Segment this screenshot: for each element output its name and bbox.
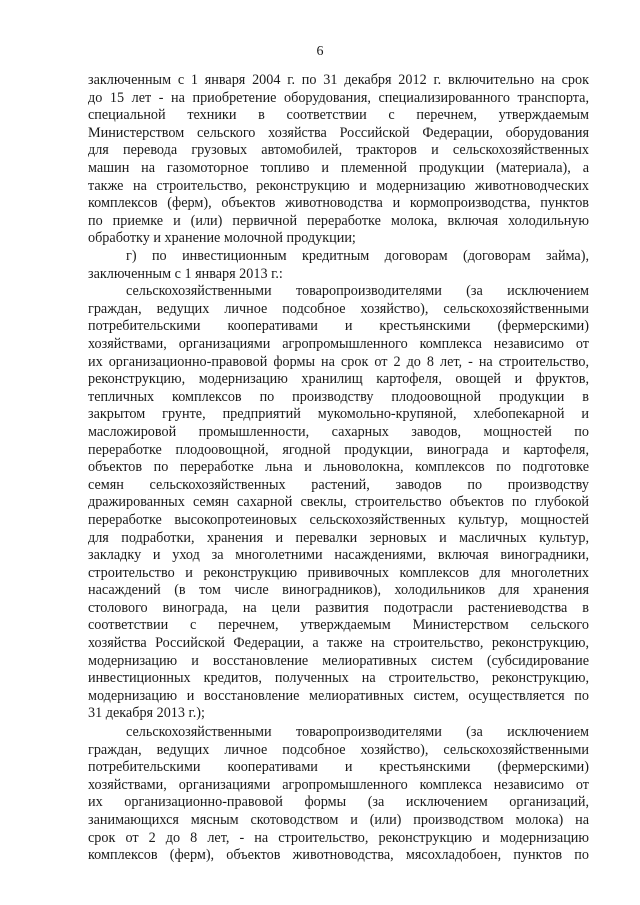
text-line: машин на газомоторное топливо и племенной продукции (материала), а bbox=[88, 159, 589, 176]
text-line: потребительскими кооперативами и крестьянскими (фермерскими) bbox=[88, 318, 589, 335]
text-line: заключенным с 1 января 2013 г.: bbox=[88, 265, 283, 282]
text-line: сельскохозяйственными товаропроизводителями (за исключением bbox=[126, 724, 589, 740]
text-line: комплексов (ферм), объектов животноводства и кормопроизводства, пунктов bbox=[88, 195, 589, 212]
paragraph-continuation bbox=[88, 72, 589, 248]
text-line: тепличных комплексов по производству плодоовощной продукции в bbox=[88, 388, 589, 405]
text-line: объектов по переработке льна и льноволокна, комплексов по подготовке bbox=[88, 459, 589, 476]
text-line: специальной техники в соответствии с перечнем, утверждаемым bbox=[88, 107, 589, 124]
text-line: семян сельскохозяйственных растений, заводов по производству bbox=[88, 476, 589, 493]
page-number: 6 bbox=[316, 44, 324, 59]
text-line: хозяйствами, организациями агропромышленного комплекса независимо от bbox=[88, 335, 589, 352]
text-line: занимающихся мясным скотоводством и (или) производством молока) на bbox=[88, 811, 589, 828]
text-line: закладку и уход за многолетними насаждениями, включая виноградники, bbox=[88, 547, 589, 564]
text-line: граждан, ведущих личное подсобное хозяйство), сельскохозяйственными bbox=[88, 741, 589, 758]
text-line: по приемке и (или) первичной переработке молока, включая холодильную bbox=[88, 212, 589, 229]
text-line: их организационно-правовой формы (за исключением организаций, bbox=[88, 794, 589, 811]
text-line: также на строительство, реконструкцию и модернизацию животноводческих bbox=[88, 177, 589, 194]
text-line: строительство и реконструкцию прививочных комплексов для многолетних bbox=[88, 564, 589, 581]
text-line: 31 декабря 2013 г.); bbox=[88, 705, 205, 722]
text-line: столового винограда, на цели развития подотрасли растениеводства в bbox=[88, 599, 589, 616]
text-line: хозяйствами, организациями агропромышленного комплекса независимо от bbox=[88, 776, 589, 793]
text-line: модернизацию и восстановление мелиоративных систем, осуществляется по bbox=[88, 687, 589, 704]
paragraph-livestock bbox=[88, 724, 589, 865]
text-line: потребительскими кооперативами и крестьянскими (фермерскими) bbox=[88, 759, 589, 776]
text-line: их организационно-правовой формы на срок от 2 до 8 лет, - на строительство, bbox=[88, 353, 589, 370]
text-line: дражированных семян сахарной свеклы, строительство объектов по глубокой bbox=[88, 494, 589, 511]
text-line: модернизацию и восстановление мелиоративных систем (субсидирование bbox=[88, 652, 589, 669]
text-line: для подработки, хранения и перевалки зерновых и масличных культур, bbox=[88, 529, 589, 546]
text-line: масложировой промышленности, сахарных заводов, мощностей по bbox=[88, 423, 589, 440]
text-line: переработке высокопротеиновых сельскохозяйственных культур, мощностей bbox=[88, 511, 589, 528]
paragraph-crop-production bbox=[88, 283, 589, 723]
text-line: насаждений (в том числе виноградников), холодильников для хранения bbox=[88, 582, 589, 599]
paragraph-item-g bbox=[88, 248, 589, 283]
text-line: хозяйства Российской Федерации, а также на строительство, реконструкцию, bbox=[88, 635, 589, 652]
text-line: для перевода грузовых автомобилей, тракторов и сельскохозяйственных bbox=[88, 142, 589, 159]
text-line: до 15 лет - на приобретение оборудования, специализированного транспорта, bbox=[88, 89, 589, 106]
text-line: соответствии с перечнем, утверждаемым Министерством сельского bbox=[88, 617, 589, 634]
text-line: сельскохозяйственными товаропроизводителями (за исключением bbox=[126, 283, 589, 300]
text-line: г) по инвестиционным кредитным договорам (договорам займа), bbox=[126, 248, 589, 264]
text-line: инвестиционных кредитов, полученных на строительство, реконструкцию, bbox=[88, 670, 589, 687]
text-line: переработке плодоовощной, ягодной продукции, винограда и картофеля, bbox=[88, 441, 589, 458]
text-line: комплексов (ферм), объектов животноводства, мясохладобоен, пунктов по bbox=[88, 847, 589, 864]
text-line: заключенным с 1 января 2004 г. по 31 декабря 2012 г. включительно на срок bbox=[88, 72, 589, 88]
text-line: срок от 2 до 8 лет, - на строительство, реконструкцию и модернизацию bbox=[88, 829, 589, 846]
text-line: Министерством сельского хозяйства Российской Федерации, оборудования bbox=[88, 124, 589, 141]
text-line: обработку и хранение молочной продукции; bbox=[88, 230, 356, 247]
text-line: реконструкцию, модернизацию хранилищ картофеля, овощей и фруктов, bbox=[88, 371, 589, 388]
text-line: закрытом грунте, предприятий мукомольно-крупяной, хлебопекарной и bbox=[88, 406, 589, 423]
text-line: граждан, ведущих личное подсобное хозяйство), сельскохозяйственными bbox=[88, 300, 589, 317]
